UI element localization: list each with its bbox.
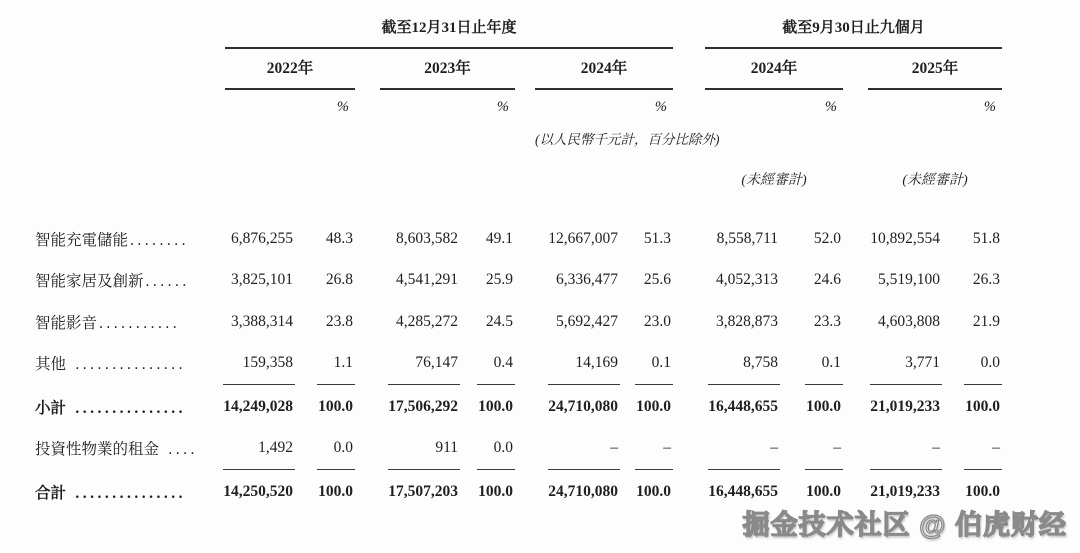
- column-rule: [317, 469, 355, 470]
- cell-value: 5,692,427: [556, 312, 618, 330]
- cell-value: 4,541,291: [396, 271, 458, 289]
- column-rule: [223, 384, 295, 385]
- row-label-text: 小計: [35, 399, 67, 417]
- col-header-2023: 2023年: [380, 60, 515, 90]
- cell-pct: 0.1: [651, 354, 671, 372]
- col-header-2022: 2022年: [225, 60, 355, 90]
- cell-pct: 26.8: [325, 271, 353, 289]
- cell-pct: 51.3: [643, 229, 671, 247]
- cell-pct: 100.0: [965, 397, 1000, 415]
- cell-pct: 0.0: [333, 439, 353, 457]
- cell-pct: 100.0: [806, 397, 841, 415]
- cell-pct: 0.1: [821, 354, 841, 372]
- column-rule: [964, 384, 1002, 385]
- column-rule: [708, 384, 780, 385]
- row-smart-audio-video: [35, 301, 1002, 343]
- column-rule: [805, 384, 843, 385]
- cell-value: 24,710,080: [548, 482, 618, 500]
- row-label-text: 其他: [35, 356, 67, 374]
- cell-value: 3,825,101: [231, 271, 293, 289]
- percent-symbol: %: [824, 99, 837, 115]
- cell-pct: 100.0: [636, 482, 671, 500]
- cell-value: 16,448,655: [708, 397, 778, 415]
- dot-leader: ......: [145, 273, 190, 291]
- cell-value: 10,892,554: [870, 229, 940, 247]
- cell-pct: 48.3: [325, 229, 353, 247]
- cell-pct: 100.0: [636, 397, 671, 415]
- cell-pct: 25.9: [485, 271, 513, 289]
- cell-value: 3,771: [905, 354, 940, 372]
- cell-value: 76,147: [415, 354, 458, 372]
- row-label: [35, 311, 190, 333]
- currency-note: (以人民幣千元計，百分比除外): [535, 132, 720, 147]
- cell-pct: 25.6: [643, 271, 671, 289]
- cell-pct: 100.0: [318, 482, 353, 500]
- cell-pct: 51.8: [972, 229, 1000, 247]
- row-label-text: 智能影音: [35, 314, 98, 332]
- percent-symbol: %: [983, 99, 996, 115]
- column-rule: [317, 384, 355, 385]
- cell-value: 21,019,233: [870, 397, 940, 415]
- period-group-header-row: [35, 20, 1002, 49]
- cell-pct: 100.0: [478, 397, 513, 415]
- cell-pct: 23.0: [643, 312, 671, 330]
- cell-value: 4,052,313: [716, 271, 778, 289]
- row-label-text: 智能家居及創新: [35, 273, 144, 291]
- table-body: [35, 218, 1002, 513]
- cell-pct: 0.0: [980, 354, 1000, 372]
- dot-leader: ...............: [68, 356, 187, 374]
- cell-value: 8,603,582: [396, 229, 458, 247]
- column-rule: [805, 469, 843, 470]
- percent-symbol: %: [654, 99, 667, 115]
- row-label-text: 合計: [35, 484, 67, 502]
- cell-value: 159,358: [242, 354, 293, 372]
- row-label: [35, 228, 190, 250]
- cell-value: –: [610, 439, 618, 457]
- cell-value: –: [932, 439, 940, 457]
- column-rule: [870, 384, 942, 385]
- dot-leader: ...........: [99, 314, 181, 332]
- cell-value: 8,758: [743, 354, 778, 372]
- percent-symbol-row: [35, 99, 1002, 115]
- cell-pct: 0.4: [493, 354, 513, 372]
- unaudited-label: (未經審計): [741, 173, 807, 188]
- row-label-text: 智能充電儲能: [35, 231, 129, 249]
- row-label: [35, 352, 190, 374]
- row-label-text: 投資性物業的租金: [35, 441, 160, 459]
- cell-pct: 100.0: [965, 482, 1000, 500]
- column-rule: [964, 469, 1002, 470]
- column-rule: [388, 469, 460, 470]
- cell-pct: 24.6: [813, 271, 841, 289]
- column-rule: [477, 469, 515, 470]
- cell-pct: 23.8: [325, 312, 353, 330]
- cell-pct: –: [663, 439, 671, 457]
- cell-pct: 1.1: [333, 354, 353, 372]
- column-rule: [635, 384, 673, 385]
- year-header-row: [35, 60, 1002, 90]
- cell-pct: 26.3: [972, 271, 1000, 289]
- column-rule: [708, 469, 780, 470]
- dot-leader: ...............: [68, 399, 187, 417]
- row-label: [35, 437, 198, 459]
- cell-pct: 100.0: [318, 397, 353, 415]
- cell-pct: –: [833, 439, 841, 457]
- cell-pct: 52.0: [813, 229, 841, 247]
- cell-value: 17,507,203: [388, 482, 458, 500]
- cell-value: 17,506,292: [388, 397, 458, 415]
- row-investment-property-rental: [35, 428, 1002, 470]
- col-header-9m-2025: 2025年: [868, 60, 1002, 90]
- cell-value: 5,519,100: [878, 271, 940, 289]
- cell-pct: –: [992, 439, 1000, 457]
- cell-value: 4,285,272: [396, 312, 458, 330]
- column-rule: [223, 469, 295, 470]
- cell-value: 14,250,520: [223, 482, 293, 500]
- cell-value: 21,019,233: [870, 482, 940, 500]
- cell-pct: 100.0: [478, 482, 513, 500]
- cell-pct: 23.3: [813, 312, 841, 330]
- col-header-2024: 2024年: [535, 60, 673, 90]
- row-others: [35, 343, 1002, 385]
- row-smart-home-innovation: [35, 260, 1002, 302]
- group-header-annual: 截至12月31日止年度: [225, 20, 673, 49]
- cell-pct: 0.0: [493, 439, 513, 457]
- cell-value: 6,876,255: [231, 229, 293, 247]
- row-label: [35, 269, 190, 291]
- cell-value: 3,388,314: [231, 312, 293, 330]
- cell-value: –: [770, 439, 778, 457]
- percent-symbol: %: [336, 99, 349, 115]
- cell-value: 16,448,655: [708, 482, 778, 500]
- column-rule: [870, 469, 942, 470]
- cell-value: 12,667,007: [548, 229, 618, 247]
- cell-value: 911: [435, 439, 458, 457]
- unaudited-label: (未經審計): [902, 173, 968, 188]
- cell-value: 14,249,028: [223, 397, 293, 415]
- column-rule: [548, 384, 620, 385]
- column-rule: [388, 384, 460, 385]
- row-label: [35, 396, 190, 418]
- cell-value: 14,169: [575, 354, 618, 372]
- revenue-segment-table: [35, 0, 1002, 513]
- column-rule: [477, 384, 515, 385]
- column-rule: [635, 469, 673, 470]
- cell-pct: 49.1: [485, 229, 513, 247]
- cell-value: 8,558,711: [716, 229, 778, 247]
- dot-leader: ....: [161, 441, 198, 459]
- dot-leader: ........: [130, 231, 190, 249]
- currency-note-row: [35, 132, 1002, 148]
- watermark: 掘金技术社区 @ 伯虎财经: [742, 510, 1067, 540]
- cell-value: 3,828,873: [716, 312, 778, 330]
- dot-leader: ...............: [68, 484, 187, 502]
- row-label: [35, 481, 190, 503]
- unaudited-row: [35, 172, 1002, 189]
- cell-value: 24,710,080: [548, 397, 618, 415]
- cell-value: 1,492: [258, 439, 293, 457]
- cell-value: 4,603,808: [878, 312, 940, 330]
- cell-pct: 100.0: [806, 482, 841, 500]
- column-rule: [548, 469, 620, 470]
- col-header-9m-2024: 2024年: [705, 60, 843, 90]
- group-header-nine-months: 截至9月30日止九個月: [705, 20, 1002, 49]
- cell-value: 6,336,477: [556, 271, 618, 289]
- cell-pct: 24.5: [485, 312, 513, 330]
- row-smart-charging-storage: [35, 218, 1002, 260]
- cell-pct: 21.9: [972, 312, 1000, 330]
- row-subtotal: [35, 386, 1002, 428]
- percent-symbol: %: [496, 99, 509, 115]
